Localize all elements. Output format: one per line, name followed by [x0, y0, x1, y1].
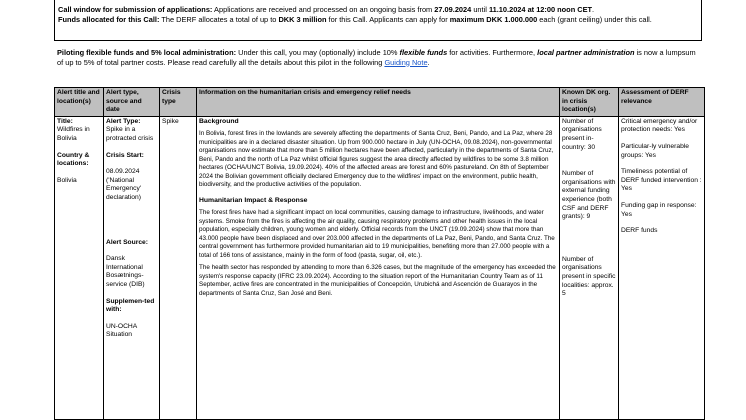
pilot-flex: flexible funds — [399, 48, 448, 57]
guiding-note-link[interactable]: Guiding Note — [384, 57, 428, 67]
alert-source-label: Alert Source: — [106, 238, 148, 246]
alert-source-value: Dansk International Bosætnings-service (DIB) — [106, 255, 145, 288]
pilot-local: local partner administration — [537, 48, 635, 57]
alert-type-cell — [104, 116, 160, 419]
information-cell — [197, 116, 560, 419]
funds-line — [58, 15, 698, 25]
pilot-text-2: for activities. Furthermore, — [447, 48, 538, 57]
alert-type-value: Spike in a protracted crisis — [106, 126, 154, 142]
country-label: Country & locations: — [57, 151, 90, 168]
table-row — [55, 116, 705, 419]
funds-text-2: for this Call. Applicants can apply for — [326, 14, 450, 24]
humanitarian-impact-heading: Humanitarian Impact & Response — [199, 196, 308, 204]
critical-needs: Critical emergency and/or protection needs: Yes — [621, 117, 698, 134]
funding-gap: Funding gap in response: Yes — [621, 201, 697, 218]
supplemented-label: Supplemen-ted with: — [106, 297, 155, 314]
header-information: Information on the humanitarian crisis and emergency relief needs — [197, 88, 560, 117]
crisis-start-label: Crisis Start: — [106, 151, 144, 159]
supplemented-value: UN-OCHA Situation — [106, 322, 137, 339]
orgs-in-country: Number of organisations present in-country: 30 — [562, 117, 602, 151]
humanitarian-impact-paragraph-1: The forest fires have had a significant impact on local communities, causing damage to infrastructure, livelihoods, and water systems. Smoke from the fires is affecting the air quality, causing respiratory problems and other health issues in the local population, especially children, young women and elderly. Official records from the UNCT (19.09.2024) show that more than 43.000 people have been displaced and over 203.000 affected in the departments of La Paz, Beni, Pando, and Santa Cruz. The central government has furthermore provided humanitarian aid to 19 municipalities, benefiting more than 27.000 people with a total of 166 tons of assistance, mainly in the form of food (pasta, sugar, oil, etc.). — [199, 209, 555, 259]
funds-label: Funds allocated for this Call: — [58, 14, 160, 24]
funds-amount: DKK 3 million — [278, 14, 327, 24]
call-window-label: Call window for submission of applications: — [58, 5, 213, 14]
pilot-text-1: Under this call, you may (optionally) include 10% — [236, 48, 400, 57]
funds-max: maximum DKK 1.000.000 — [449, 14, 538, 24]
call-window-until: until — [471, 5, 489, 14]
table-header-row — [55, 88, 705, 117]
header-assessment: Assessment of DERF relevance — [619, 88, 705, 117]
orgs-external-funding: Number of organisations with external funding experience (both CSF and DERF grants): 9 — [562, 170, 616, 221]
title-value: Wildfires in Bolivia — [57, 126, 90, 142]
title-label: Title: — [57, 117, 73, 125]
pilot-label: Piloting flexible funds and 5% local administration: — [57, 48, 237, 57]
call-window-start: 27.09.2024 — [434, 5, 472, 14]
funds-text-3: each (grant ceiling) under this call. — [537, 14, 652, 24]
alert-type-label: Alert Type: — [106, 117, 141, 125]
crisis-type-cell — [160, 116, 197, 419]
derf-funds: DERF funds — [621, 227, 658, 235]
header-alert-title: Alert title and location(s) — [55, 88, 104, 117]
header-crisis-type: Crisis type — [160, 88, 197, 117]
background-paragraph: In Bolivia, forest fires in the lowlands are severely affecting the departments of Santa Cruz, Beni, Pando, and La Paz, where 28 municipalities are in a declared disaster situation. Up from 900.000 hectare in July (UN-OCHA, 09.08.2024), non-governmental organisations now estimate that more than 5 million hectares have been affected, particularly in the departments of Santa Cruz, Beni, Pando and the north of La Paz whilst official figures suggest the area directly affected by wildfires to be some 3.8 million hectares (OCHA/UNCT Bolivia, 19.09.2024). 40% of the affected areas are forest and 60% pastureland. On 8th of September 2024 the Bolivian government officially declared Emergency due to the wildfires' impact on the environment, public health, biodiversity, and the productive activities of the population. — [199, 130, 554, 189]
call-window-text: Applications are received and processed on an ongoing basis from — [212, 5, 435, 14]
timeliness: Timeliness potential of DERF funded intervention : Yes — [621, 168, 702, 193]
vulnerable-groups: Particular-ly vulnerable groups: Yes — [621, 142, 690, 159]
call-info-box — [54, 0, 702, 41]
call-window-end: 11.10.2024 at 12:00 noon CET — [488, 5, 593, 14]
humanitarian-impact-paragraph-2: The health sector has responded by attending to more than 6.326 cases, but the magnitude of the emergency has exceeded the system's response capacity (IFRC 23.09.2024). According to the situation report of the Humanitarian Country Team as of 11 September, active fires are concentrated in the municipalities of Concepción, Urubichá and Ascención de Guarayos in the departments of Santa Cruz, San José and Beni. — [199, 264, 556, 297]
alert-title-cell — [55, 116, 104, 419]
funds-text: The DERF allocates a total of up to — [159, 14, 279, 24]
crisis-type-value: Spike — [162, 117, 179, 125]
alert-table — [54, 87, 705, 420]
known-dk-org-cell — [560, 116, 619, 419]
call-window-line — [58, 5, 698, 15]
call-window-period: . — [592, 5, 595, 14]
header-alert-type: Alert type, source and date — [104, 88, 160, 117]
background-heading: Background — [199, 117, 239, 125]
pilot-paragraph — [57, 48, 702, 67]
pilot-text-4: . — [427, 57, 430, 67]
crisis-start-value: 08.09.2024 ('National Emergency' declaration) — [106, 168, 142, 201]
country-value: Bolivia — [57, 176, 77, 184]
pilot-text-3: is now a lumpsum of up to 5% of total partner costs. Please read carefully all the details about this pilot in the following — [57, 48, 696, 67]
assessment-cell — [619, 116, 705, 419]
orgs-in-localities: Number of organisations present in specific localities: approx. 5 — [562, 255, 616, 298]
header-known-dk-org: Known DK org. in crisis location(s) — [560, 88, 619, 117]
